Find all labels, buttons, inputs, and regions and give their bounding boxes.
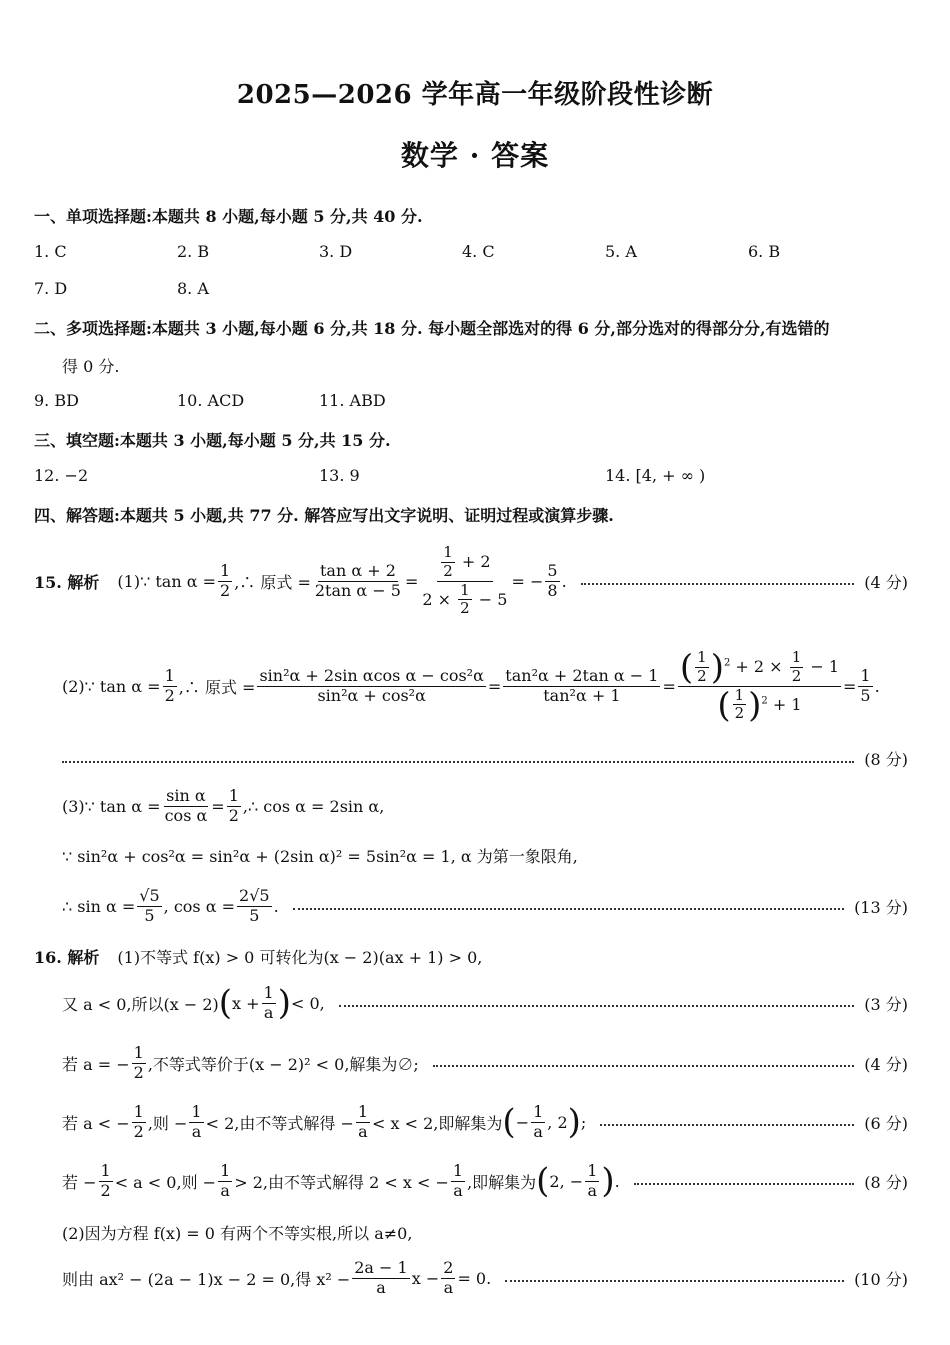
frac-half: $\frac{1}{2}$ xyxy=(228,785,239,825)
q16-frac-1a: $\frac{1}{a}$ xyxy=(587,1160,598,1200)
q16-frac-1a: $\frac{1}{a}$ xyxy=(357,1101,369,1141)
q16-line1 xyxy=(34,945,482,968)
q15-p2-f1: $\frac{\text{sin²α + 2sin αcos α − cos²α}}{\text{sin²α + cos²α}}$ xyxy=(259,665,484,705)
q15-p3-line2: ∵ sin²α + cos²α = sin²α + (2sin α)² = 5sin²α = 1, α 为第一象限角, xyxy=(62,847,578,866)
q16-l4-score: (6 分) xyxy=(864,1113,908,1133)
answer-11: 11. ABD xyxy=(319,391,386,410)
q15-p3-line3: ∴ sin α = $\frac{√5}{5}$ , cos α = $\frac{2√5}{5}$ . (13 分) xyxy=(62,885,908,925)
q16-line6: (2)因为方程 f(x) = 0 有两个不等实根,所以 a≠0, xyxy=(62,1224,413,1243)
q15-p2-f2: $\frac{\text{tan²α + 2tan α − 1}}{\text{tan²α + 1}}$ xyxy=(505,665,659,705)
q16-l3-score: (4 分) xyxy=(864,1054,908,1074)
q15-p1-eq: = − xyxy=(511,571,544,591)
q16-line2: 又 a < 0,所以(x − 2) ( x + $\frac{1}{a}$ ) < 0, (3 分) xyxy=(62,982,908,1023)
q15-p1-score: (4 分) xyxy=(864,572,908,592)
answer-12: 12. −2 xyxy=(34,466,89,485)
q16-l3-prefix: 若 a = − xyxy=(62,1054,130,1074)
q16-frac-1a: $\frac{1}{a}$ xyxy=(191,1101,202,1141)
q16-l5-prefix: 若 − xyxy=(62,1172,97,1192)
section1-heading: 一、单项选择题:本题共 8 小题,每小题 5 分,共 40 分. xyxy=(34,207,423,226)
q15-part2: (2)∵ tan α = $\frac{1}{2}$ ,∴ 原式 = $\frac{\text{sin²α + 2sin αcos α − cos²α}}{\text{sin²α + cos²α}}$ = $\frac{\text{tan²α + 2tan α − 1}}{\text{tan²α + 1}}$ = ( $\frac{1}{2}$ )$^2$ + 2 × $\frac{1}{2}$ − 1 ( $\frac{1}{2}$ )$^2$ + 1 = $\frac{1}{5}$ . xyxy=(62,647,880,725)
section4-heading: 四、解答题:本题共 5 小题,共 77 分. 解答应写出文字说明、证明过程或演算步骤. xyxy=(34,506,614,525)
answer-4: 4. C xyxy=(462,242,495,261)
q15-p3-frac: $\frac{\text{sin α}}{\text{cos α}}$ xyxy=(164,785,208,825)
q16-frac-1a: $\frac{1}{a}$ xyxy=(220,1160,231,1200)
q15-p1-mid: ,∴ 原式 = xyxy=(234,572,311,592)
answer-6: 6. B xyxy=(748,242,781,261)
q15-part1: 15. 解析 (1)∵ tan α = $\frac{1}{2}$ ,∴ 原式 = $\frac{\text{tan α + 2}}{\text{2tan α − 5}}$ = $\frac{1}{2}$ + 2 2 × $\frac{1}{2}$ − 5 = − $\frac{5}{8}$ . (4 分) xyxy=(34,543,908,618)
q16-line4: 若 a < − $\frac{1}{2}$ ,则 − $\frac{1}{a}$ < 2,由不等式解得 − $\frac{1}{a}$ < x < 2,即解集为 ( − $\frac{1}{a}$ , 2 ) ; (6 分) xyxy=(62,1101,908,1142)
q16-frac-1a: $\frac{1}{a}$ xyxy=(533,1101,544,1141)
answer-8: 8. A xyxy=(177,279,209,298)
q16-l4-prefix: 若 a < − xyxy=(62,1113,130,1133)
answer-7: 7. D xyxy=(34,279,68,298)
q16-l3-tail: ,不等式等价于(x − 2)² < 0,解集为∅; xyxy=(147,1054,419,1074)
answer-10: 10. ACD xyxy=(177,391,245,410)
q15-p3-prefix: (3)∵ tan α = xyxy=(62,796,161,816)
answer-5: 5. A xyxy=(605,242,637,261)
q15-p2-score-row xyxy=(62,747,908,770)
frac-half: $\frac{1}{2}$ xyxy=(133,1101,144,1141)
q16-l1: (1)不等式 f(x) > 0 可转化为(x − 2)(ax + 1) > 0, xyxy=(117,948,483,967)
q16-l2-tail: < 0, xyxy=(290,993,325,1013)
q16-l7-frac1: $\frac{2a - 1}{a}$ xyxy=(354,1257,408,1297)
section2-heading-cont: 得 0 分. xyxy=(62,357,120,376)
page-title: 2025—2026 学年高一年级阶段性诊断 xyxy=(236,80,714,110)
section3-heading: 三、填空题:本题共 3 小题,每小题 5 分,共 15 分. xyxy=(34,431,391,450)
q15-p1-frac: $\frac{\text{tan α + 2}}{\text{2tan α − 5}}$ xyxy=(314,560,401,600)
q15-p2-prefix: (2)∵ tan α = xyxy=(62,676,161,696)
section2-heading: 二、多项选择题:本题共 3 小题,每小题 6 分,共 18 分. 每小题全部选对的得 6 分,部分选对的得部分分,有选错的 xyxy=(34,319,830,338)
q16-l2-score: (3 分) xyxy=(864,994,908,1014)
answer-14: 14. [4, + ∞ ) xyxy=(605,466,706,485)
q15-p3-sin-label: ∴ sin α = xyxy=(62,896,136,916)
q15-p2-result: $\frac{1}{5}$ xyxy=(860,665,871,705)
q16-l2-prefix: 又 a < 0,所以(x − 2) xyxy=(62,994,219,1014)
q15-p2-score: (8 分) xyxy=(864,750,908,769)
q15-p3-cos: $\frac{2√5}{5}$ xyxy=(239,885,270,925)
q15-p1-plug: $\frac{1}{2}$ + 2 2 × $\frac{1}{2}$ − 5 xyxy=(422,543,508,618)
q16-label: 16. 解析 xyxy=(34,948,100,967)
q15-p3-cos-label: , cos α = xyxy=(163,896,236,916)
q16-line7: 则由 ax² − (2a − 1)x − 2 = 0,得 x² − $\frac{2a - 1}{a}$ x − $\frac{2}{a}$ = 0. (10 分) xyxy=(62,1257,908,1297)
q16-frac-1a: $\frac{1}{a}$ xyxy=(263,982,274,1022)
q15-p3-score: (13 分) xyxy=(854,897,908,917)
frac-half: $\frac{1}{2}$ xyxy=(220,560,231,600)
q16-l7-frac2: $\frac{2}{a}$ xyxy=(443,1257,454,1297)
q15-p3-tail: ,∴ cos α = 2sin α, xyxy=(242,796,385,816)
q15-label: 15. 解析 xyxy=(34,572,100,592)
q16-l5-score: (8 分) xyxy=(864,1172,908,1192)
answer-2: 2. B xyxy=(177,242,210,261)
q16-l2-inner: x + xyxy=(232,993,260,1013)
q15-part3: (3)∵ tan α = $\frac{\text{sin α}}{\text{cos α}}$ = $\frac{1}{2}$ ,∴ cos α = 2sin α, xyxy=(62,785,385,825)
q16-line3 xyxy=(62,1040,908,1086)
frac-half: $\frac{1}{2}$ xyxy=(164,665,175,705)
answer-13: 13. 9 xyxy=(319,466,360,485)
q16-l7-prefix: 则由 ax² − (2a − 1)x − 2 = 0,得 x² − xyxy=(62,1269,351,1289)
q15-p3-sin: $\frac{√5}{5}$ xyxy=(139,885,160,925)
q15-p2-mid: ,∴ 原式 = xyxy=(178,677,256,697)
answer-9: 9. BD xyxy=(34,391,79,410)
q15-p2-f3: ( $\frac{1}{2}$ )$^2$ + 2 × $\frac{1}{2}$ − 1 ( $\frac{1}{2}$ )$^2$ + 1 xyxy=(679,647,839,725)
frac-half: $\frac{1}{2}$ xyxy=(133,1042,144,1082)
answer-3: 3. D xyxy=(319,242,353,261)
q16-line5: 若 − $\frac{1}{2}$ < a < 0,则 − $\frac{1}{a}$ > 2,由不等式解得 2 < x < − $\frac{1}{a}$ ,即解集为 ( 2, − $\frac{1}{a}$ ) . (8 分) xyxy=(62,1160,908,1201)
q16-l7-score: (10 分) xyxy=(854,1269,908,1289)
q16-frac-1a: $\frac{1}{a}$ xyxy=(452,1160,464,1200)
page-subtitle: 数学 · 答案 xyxy=(400,139,550,172)
frac-half: $\frac{1}{2}$ xyxy=(100,1160,111,1200)
answer-1: 1. C xyxy=(34,242,67,261)
q15-p1-result: $\frac{5}{8}$ xyxy=(547,560,558,600)
q15-p1-prefix: (1)∵ tan α = xyxy=(117,571,217,591)
